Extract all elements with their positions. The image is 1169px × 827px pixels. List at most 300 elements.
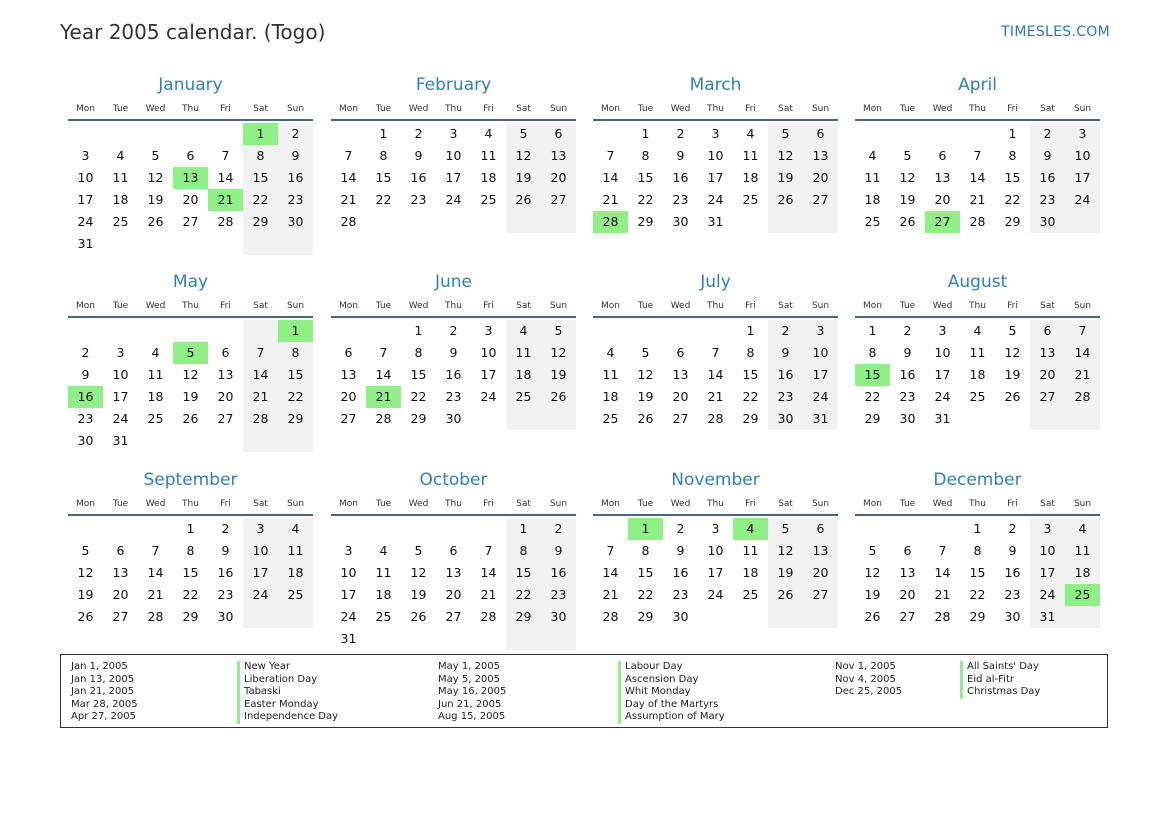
month-title: February [415, 75, 492, 95]
empty-day [471, 408, 506, 430]
empty-day [1065, 606, 1100, 628]
empty-day [541, 408, 576, 430]
weekday-label: Wed [932, 301, 953, 311]
week-row [855, 386, 1100, 408]
weekday-label: Sat [253, 104, 268, 114]
week-row [331, 562, 576, 584]
empty-day [471, 211, 506, 233]
empty-day [768, 606, 803, 628]
day-cell: 18 [375, 587, 392, 602]
weekday-label: Sat [516, 104, 531, 114]
day-cell: 9 [768, 342, 803, 364]
legend-names-col-1 [237, 661, 338, 724]
day-cell: 25 [112, 214, 129, 229]
weekday-label: Sun [811, 301, 830, 311]
day-cell: 30 [899, 411, 916, 426]
day-cell: 15 [637, 565, 654, 580]
week-row [68, 606, 313, 628]
day-cell: 30 [1030, 211, 1065, 233]
holiday-legend [60, 654, 1108, 728]
day-cell: 5 [414, 543, 423, 558]
day-cell: 20 [182, 192, 199, 207]
day-cell: 1 [186, 521, 195, 536]
weekday-header [855, 496, 1100, 512]
day-cell: 24 [803, 386, 838, 408]
day-cell: 21 [707, 389, 724, 404]
day-cell: 24 [934, 389, 951, 404]
week-row [68, 233, 313, 255]
weekday-label: Mon [863, 104, 882, 114]
weekday-label: Wed [932, 499, 953, 509]
day-cell: 5 [768, 518, 803, 540]
weekday-label: Thu [445, 301, 462, 311]
legend-dates-col-1 [71, 661, 138, 724]
legend-holiday-name: Easter Monday [237, 699, 338, 712]
day-cell: 26 [899, 214, 916, 229]
day-cell: 3 [1065, 123, 1100, 145]
day-cell: 28 [375, 411, 392, 426]
day-cell: 29 [637, 214, 654, 229]
week-row [593, 211, 838, 233]
weekday-label: Wed [670, 301, 691, 311]
weekday-label: Sun [286, 499, 305, 509]
empty-day [995, 408, 1030, 430]
day-cell: 26 [147, 214, 164, 229]
weekday-label: Fri [1007, 104, 1018, 114]
day-cell: 10 [340, 565, 357, 580]
day-cell: 27 [803, 584, 838, 606]
day-cell: 19 [77, 587, 94, 602]
weekday-label: Fri [483, 104, 494, 114]
empty-day [68, 123, 103, 145]
empty-day [925, 123, 960, 145]
holiday-day-cell: 25 [1065, 584, 1100, 606]
day-cell: 15 [182, 565, 199, 580]
weekday-label: Fri [745, 499, 756, 509]
day-cell: 18 [112, 192, 129, 207]
page-title: Year 2005 calendar. (Togo) [60, 20, 326, 44]
empty-day [960, 408, 995, 430]
day-cell: 13 [899, 565, 916, 580]
weekday-label: Fri [745, 301, 756, 311]
day-cell: 22 [969, 587, 986, 602]
day-cell: 14 [217, 170, 234, 185]
weekday-label: Wed [932, 104, 953, 114]
month-february [331, 74, 576, 233]
day-cell: 19 [637, 389, 654, 404]
week-row [593, 167, 838, 189]
empty-day [366, 628, 401, 650]
day-cell: 19 [506, 167, 541, 189]
week-row [68, 584, 313, 606]
day-cell: 16 [1004, 565, 1021, 580]
day-cell: 29 [969, 609, 986, 624]
day-cell: 2 [1030, 123, 1065, 145]
weekday-label: Sat [1040, 301, 1055, 311]
day-cell: 4 [868, 148, 877, 163]
day-cell: 17 [707, 170, 724, 185]
day-cell: 10 [112, 367, 129, 382]
day-cell: 10 [1030, 540, 1065, 562]
day-cell: 22 [278, 386, 313, 408]
day-cell: 15 [742, 367, 759, 382]
legend-names-col-2 [618, 661, 725, 724]
day-cell: 17 [340, 587, 357, 602]
empty-day [1065, 211, 1100, 233]
day-cell: 28 [602, 609, 619, 624]
weekday-label: Mon [863, 499, 882, 509]
day-cell: 1 [868, 323, 877, 338]
empty-day [103, 320, 138, 342]
empty-day [331, 320, 366, 342]
legend-holiday-name: Day of the Martyrs [618, 699, 725, 712]
weekday-label: Thu [969, 301, 986, 311]
day-cell: 15 [375, 170, 392, 185]
day-cell: 23 [541, 584, 576, 606]
day-cell: 28 [707, 411, 724, 426]
day-cell: 20 [934, 192, 951, 207]
day-cell: 16 [541, 562, 576, 584]
month-title: October [419, 470, 488, 490]
day-cell: 18 [969, 367, 986, 382]
day-cell: 15 [506, 562, 541, 584]
day-cell: 19 [899, 192, 916, 207]
day-cell: 8 [278, 342, 313, 364]
empty-day [138, 233, 173, 255]
week-row [68, 189, 313, 211]
day-cell: 9 [1030, 145, 1065, 167]
weekday-label: Tue [112, 104, 129, 114]
day-cell: 7 [711, 345, 720, 360]
day-cell: 29 [182, 609, 199, 624]
day-cell: 14 [375, 367, 392, 382]
week-row [68, 408, 313, 430]
day-cell: 25 [147, 411, 164, 426]
day-cell: 6 [938, 148, 947, 163]
empty-day [366, 320, 401, 342]
day-cell: 26 [1004, 389, 1021, 404]
day-cell: 12 [864, 565, 881, 580]
day-cell: 18 [864, 192, 881, 207]
month-march [593, 74, 838, 233]
day-cell: 14 [969, 170, 986, 185]
day-cell: 9 [541, 540, 576, 562]
day-cell: 17 [77, 192, 94, 207]
day-cell: 17 [112, 389, 129, 404]
empty-day [506, 628, 541, 650]
weekday-label: Sat [1040, 499, 1055, 509]
day-cell: 30 [1004, 609, 1021, 624]
weekday-label: Sun [1073, 499, 1092, 509]
day-cell: 7 [221, 148, 230, 163]
week-row [855, 342, 1100, 364]
legend-holiday-name: Independence Day [237, 711, 338, 724]
week-row [68, 386, 313, 408]
month-september [68, 469, 313, 628]
month-june [331, 271, 576, 430]
legend-holiday-name: Liberation Day [237, 674, 338, 687]
day-cell: 19 [410, 587, 427, 602]
empty-day [208, 430, 243, 452]
month-title: September [143, 470, 238, 490]
empty-day [173, 320, 208, 342]
day-cell: 3 [344, 543, 353, 558]
weekday-label: Tue [112, 499, 129, 509]
month-december [855, 469, 1100, 628]
day-cell: 22 [243, 189, 278, 211]
legend-holiday-name: Tabaski [237, 686, 338, 699]
empty-day [593, 320, 628, 342]
day-cell: 2 [676, 126, 685, 141]
day-cell: 22 [375, 192, 392, 207]
day-cell: 7 [344, 148, 353, 163]
day-cell: 6 [1030, 320, 1065, 342]
weekday-label: Wed [408, 104, 429, 114]
legend-holiday-name: Ascension Day [618, 674, 725, 687]
week-row [331, 386, 576, 408]
day-cell: 10 [1065, 145, 1100, 167]
day-cell: 20 [803, 562, 838, 584]
week-row [855, 123, 1100, 145]
empty-day [855, 518, 890, 540]
day-cell: 16 [768, 364, 803, 386]
weekday-label: Fri [483, 499, 494, 509]
empty-day [663, 320, 698, 342]
day-cell: 2 [81, 345, 90, 360]
day-cell: 17 [243, 562, 278, 584]
day-cell: 21 [480, 587, 497, 602]
empty-day [278, 233, 313, 255]
week-row [593, 123, 838, 145]
day-cell: 9 [81, 367, 90, 382]
empty-day [138, 320, 173, 342]
holiday-day-cell: 21 [208, 189, 243, 211]
legend-date: May 5, 2005 [438, 673, 501, 685]
day-cell: 26 [182, 411, 199, 426]
day-cell: 13 [217, 367, 234, 382]
day-cell: 2 [449, 323, 458, 338]
day-cell: 11 [375, 565, 392, 580]
day-cell: 24 [707, 587, 724, 602]
day-cell: 12 [1004, 345, 1021, 360]
day-cell: 19 [147, 192, 164, 207]
day-cell: 17 [1065, 167, 1100, 189]
day-cell: 29 [243, 211, 278, 233]
month-title: November [671, 470, 760, 490]
day-cell: 13 [672, 367, 689, 382]
day-cell: 5 [868, 543, 877, 558]
day-cell: 20 [899, 587, 916, 602]
weekday-label: Thu [182, 499, 199, 509]
day-cell: 4 [1065, 518, 1100, 540]
day-cell: 2 [768, 320, 803, 342]
day-cell: 29 [410, 411, 427, 426]
weekday-label: Sat [253, 301, 268, 311]
day-cell: 3 [711, 126, 720, 141]
day-cell: 5 [506, 123, 541, 145]
weekday-label: Wed [145, 499, 166, 509]
day-cell: 1 [641, 126, 650, 141]
week-row [593, 540, 838, 562]
weekday-header [855, 101, 1100, 117]
site-link[interactable]: TIMESLES.COM [1001, 24, 1110, 40]
day-cell: 19 [182, 389, 199, 404]
day-cell: 27 [803, 189, 838, 211]
week-row [855, 167, 1100, 189]
day-cell: 7 [973, 148, 982, 163]
empty-day [208, 320, 243, 342]
weekday-label: Mon [76, 104, 95, 114]
day-cell: 12 [541, 342, 576, 364]
day-cell: 18 [278, 562, 313, 584]
day-cell: 15 [637, 170, 654, 185]
day-cell: 30 [768, 408, 803, 430]
day-cell: 23 [77, 411, 94, 426]
empty-day [768, 211, 803, 233]
day-cell: 24 [340, 609, 357, 624]
day-cell: 7 [606, 543, 615, 558]
day-cell: 2 [541, 518, 576, 540]
legend-names-col-3 [960, 661, 1040, 699]
month-may [68, 271, 313, 452]
day-cell: 8 [506, 540, 541, 562]
day-cell: 7 [606, 148, 615, 163]
month-january [68, 74, 313, 255]
day-cell: 15 [1004, 170, 1021, 185]
week-row [331, 167, 576, 189]
weekday-header [331, 298, 576, 314]
day-cell: 23 [672, 192, 689, 207]
day-cell: 19 [768, 562, 803, 584]
empty-day [855, 123, 890, 145]
empty-day [1065, 408, 1100, 430]
day-cell: 26 [864, 609, 881, 624]
legend-date: Jan 1, 2005 [71, 661, 128, 672]
holiday-day-cell: 21 [366, 386, 401, 408]
day-cell: 12 [637, 367, 654, 382]
empty-day [733, 211, 768, 233]
day-cell: 10 [480, 345, 497, 360]
day-cell: 24 [1065, 189, 1100, 211]
day-cell: 21 [969, 192, 986, 207]
weekday-label: Wed [408, 301, 429, 311]
day-cell: 21 [602, 587, 619, 602]
day-cell: 6 [903, 543, 912, 558]
day-cell: 13 [1030, 342, 1065, 364]
day-cell: 3 [116, 345, 125, 360]
day-cell: 4 [973, 323, 982, 338]
day-cell: 25 [742, 587, 759, 602]
day-cell: 15 [278, 364, 313, 386]
week-row [855, 540, 1100, 562]
day-cell: 26 [77, 609, 94, 624]
weekday-label: Thu [969, 499, 986, 509]
weekday-label: Fri [220, 104, 231, 114]
day-cell: 31 [77, 236, 94, 251]
week-row [68, 320, 313, 342]
day-cell: 27 [340, 411, 357, 426]
day-cell: 22 [637, 587, 654, 602]
legend-date: Mar 28, 2005 [71, 698, 138, 710]
day-cell: 30 [541, 606, 576, 628]
day-cell: 25 [480, 192, 497, 207]
empty-day [593, 123, 628, 145]
day-cell: 27 [112, 609, 129, 624]
day-cell: 5 [768, 123, 803, 145]
month-november [593, 469, 838, 628]
holiday-day-cell: 16 [68, 386, 103, 408]
weekday-header [593, 496, 838, 512]
empty-day [208, 233, 243, 255]
week-row [68, 518, 313, 540]
day-cell: 12 [410, 565, 427, 580]
empty-day [103, 123, 138, 145]
day-cell: 27 [541, 189, 576, 211]
day-cell: 24 [243, 584, 278, 606]
week-row [593, 342, 838, 364]
week-row [68, 364, 313, 386]
day-cell: 9 [676, 543, 685, 558]
day-cell: 16 [672, 565, 689, 580]
day-cell: 7 [1065, 320, 1100, 342]
week-row [68, 342, 313, 364]
day-cell: 8 [973, 543, 982, 558]
day-cell: 26 [506, 189, 541, 211]
empty-day [436, 518, 471, 540]
empty-day [401, 628, 436, 650]
month-title: August [947, 272, 1008, 292]
empty-day [366, 211, 401, 233]
week-row [855, 518, 1100, 540]
day-cell: 17 [803, 364, 838, 386]
weekday-label: Sun [549, 499, 568, 509]
day-cell: 20 [445, 587, 462, 602]
weekday-label: Thu [182, 104, 199, 114]
day-cell: 14 [243, 364, 278, 386]
day-cell: 30 [217, 609, 234, 624]
day-cell: 12 [506, 145, 541, 167]
day-cell: 2 [278, 123, 313, 145]
day-cell: 28 [1065, 386, 1100, 408]
day-cell: 30 [672, 609, 689, 624]
weekday-label: Sat [1040, 104, 1055, 114]
week-row [331, 606, 576, 628]
weekday-label: Tue [899, 301, 916, 311]
weekday-label: Wed [670, 104, 691, 114]
day-cell: 23 [768, 386, 803, 408]
holiday-day-cell: 27 [925, 211, 960, 233]
day-cell: 24 [77, 214, 94, 229]
day-cell: 11 [602, 367, 619, 382]
day-cell: 15 [410, 367, 427, 382]
legend-date: May 1, 2005 [438, 661, 501, 672]
empty-day [278, 606, 313, 628]
day-cell: 7 [151, 543, 160, 558]
legend-date: Dec 25, 2005 [835, 686, 903, 697]
holiday-day-cell: 1 [243, 123, 278, 145]
day-cell: 11 [969, 345, 986, 360]
month-title: July [700, 272, 731, 292]
week-row [331, 189, 576, 211]
day-cell: 11 [742, 543, 759, 558]
week-row [68, 540, 313, 562]
week-row [855, 584, 1100, 606]
weekday-label: Thu [707, 499, 724, 509]
day-cell: 13 [934, 170, 951, 185]
day-cell: 22 [1004, 192, 1021, 207]
empty-day [803, 606, 838, 628]
day-cell: 31 [1030, 606, 1065, 628]
